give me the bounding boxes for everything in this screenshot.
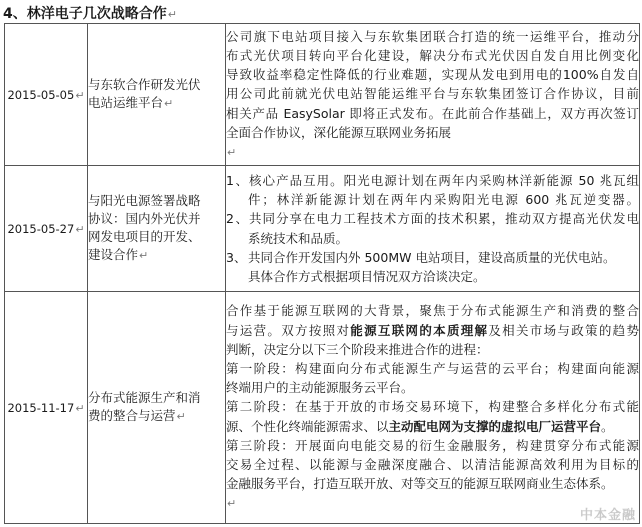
title-line: 与东软合作研发光伏 <box>88 77 201 92</box>
text-line: 交易全过程、以能源与金融深度融合、以清洁能源高效利用为目标的 <box>226 457 639 472</box>
title-cell <box>88 166 226 292</box>
section-heading: 4、林洋电子几次战略合作↵ <box>3 6 177 22</box>
paragraph-mark-icon: ↵ <box>167 8 177 21</box>
text-line: 导致收益率稳定性降低的行业难题，实现从发电到用电的100%自发自 <box>226 67 639 83</box>
list-item-line: 件；林洋新能源计划在两年内采购阳光电源 600 兆瓦逆变器。 <box>248 192 639 208</box>
list-item-line: 系统技术和品质。 <box>248 230 349 246</box>
text-line: 合作基于能源互联网的大背景，聚焦于分布式能源生产和消费的整合 <box>226 303 639 319</box>
date-cell: 2015-11-17↵ <box>5 292 88 524</box>
description-cell <box>226 292 640 524</box>
text-line: 布式光伏项目转向平台化建设，解决分布式光伏因自发自用比例变化 <box>226 47 639 63</box>
title-line: 建设合作↵ <box>88 247 149 262</box>
title-line: 电站运维平台↵ <box>88 95 174 110</box>
text-line: 与运营。双方按照对能源互联网的本质理解及相关市场与政策的趋势 <box>226 322 639 338</box>
title-line: 分布式能源生产和消 <box>88 390 201 405</box>
list-item: 2、共同分享在电力工程技术方面的技术积累，推动双方提高光伏发电 <box>226 211 639 227</box>
date-cell: 2015-05-27↵ <box>5 166 88 292</box>
text-line: 公司旗下电站项目接入与东软集团联合打造的统一运维平台，推动分 <box>226 28 639 44</box>
text-line: 全面合作协议，深化能源互联网业务拓展 <box>226 124 452 140</box>
text-line: 金融服务平台，打造互联开放、对等交互的能源互联网商业生态体系。 <box>226 476 614 492</box>
title-line: 网发电项目的开发、 <box>88 229 201 244</box>
text-line: 判断，决定分以下三个阶段来推进合作的进程： <box>226 341 489 357</box>
paragraph-mark-icon: ↵ <box>227 497 237 511</box>
description-cell <box>226 24 640 166</box>
table-row <box>5 166 640 292</box>
title-cell <box>88 24 226 166</box>
description-cell <box>226 166 640 292</box>
watermark-logo: 中本金融 <box>579 508 636 523</box>
text-line: 终端用户的主动能源服务云平台。 <box>226 380 414 396</box>
list-item: 3、 共同合作开发国内外 500MW 电站项目，建设高质量的光伏电站。 <box>226 249 616 265</box>
text-line: 相关产品 EasySolar 即将正式发布。在此前合作基础上，双方再次签订 <box>226 105 639 121</box>
title-cell <box>88 292 226 524</box>
table-row <box>5 24 640 166</box>
text-line: 第一阶段：构建面向分布式能源生产与运营的云平台；构建面向能源 <box>226 360 639 376</box>
text-line: 第二阶段：在基于开放的市场交易环境下，构建整合多样化分布式能 <box>226 399 639 415</box>
date-cell: 2015-05-05↵ <box>5 24 88 166</box>
title-line: 费的整合与运营↵ <box>88 408 186 423</box>
title-line: 与阳光电源签署战略 <box>88 193 201 208</box>
table-row <box>5 292 640 524</box>
list-item-line: 具体合作方式根据项目情况双方洽谈决定。 <box>248 268 486 284</box>
cooperation-table <box>4 23 640 524</box>
text-line: 源、个性化终端能源需求、以主动配电网为支撑的虚拟电厂运营平台。 <box>226 418 614 434</box>
text-line: 用公司此前就光伏电站智能运维平台与东软集团签订合作协议，目前 <box>226 86 639 102</box>
text-line: 第三阶段：开展面向电能交易的衍生金融服务，构建贯穿分布式能源 <box>226 437 639 453</box>
paragraph-mark-icon: ↵ <box>227 146 237 159</box>
list-item: 1、核心产品互用。阳光电源计划在两年内采购林洋新能源 50 兆瓦组 <box>226 172 639 188</box>
title-line: 协议：国内外光伏并 <box>88 211 201 226</box>
